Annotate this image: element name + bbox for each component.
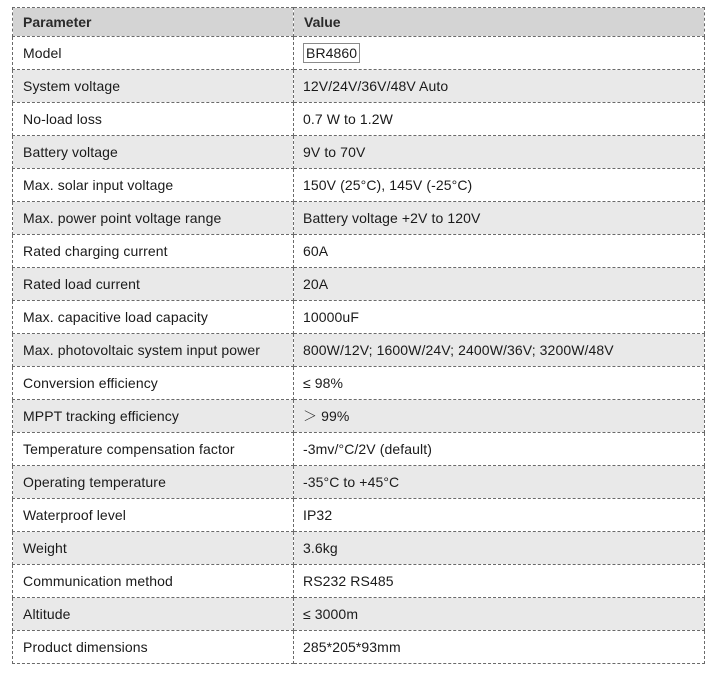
param-label: Max. capacitive load capacity (13, 301, 294, 334)
table-row (13, 334, 705, 367)
table-row (13, 70, 705, 103)
table-row (13, 235, 705, 268)
param-label: Rated load current (13, 268, 294, 301)
param-label: Battery voltage (13, 136, 294, 169)
table-row (13, 532, 705, 565)
param-label: Max. power point voltage range (13, 202, 294, 235)
table-row (13, 268, 705, 301)
param-value: 800W/12V; 1600W/24V; 2400W/36V; 3200W/48V (294, 334, 705, 367)
param-label: Max. solar input voltage (13, 169, 294, 202)
table-row (13, 499, 705, 532)
param-value: ＞ 99% (294, 400, 705, 433)
param-label: Temperature compensation factor (13, 433, 294, 466)
param-label: Rated charging current (13, 235, 294, 268)
param-value: -3mv/°C/2V (default) (294, 433, 705, 466)
table-row (13, 466, 705, 499)
header-parameter: Parameter (13, 8, 294, 37)
table-row (13, 202, 705, 235)
param-value: ≤ 98% (294, 367, 705, 400)
param-label: System voltage (13, 70, 294, 103)
param-value: 0.7 W to 1.2W (294, 103, 705, 136)
header-row (13, 8, 705, 37)
table-row (13, 103, 705, 136)
table-row (13, 433, 705, 466)
param-label: No-load loss (13, 103, 294, 136)
param-label: Operating temperature (13, 466, 294, 499)
param-value: Battery voltage +2V to 120V (294, 202, 705, 235)
param-label: Waterproof level (13, 499, 294, 532)
param-value: 10000uF (294, 301, 705, 334)
table-row (13, 136, 705, 169)
param-value (294, 37, 705, 70)
param-label: Conversion efficiency (13, 367, 294, 400)
table-row (13, 598, 705, 631)
table-row (13, 37, 705, 70)
param-value: 150V (25°C), 145V (-25°C) (294, 169, 705, 202)
model-value-box: BR4860 (303, 43, 360, 63)
param-value: -35°C to +45°C (294, 466, 705, 499)
param-value: 285*205*93mm (294, 631, 705, 664)
param-label: Altitude (13, 598, 294, 631)
param-label: Product dimensions (13, 631, 294, 664)
param-value: IP32 (294, 499, 705, 532)
param-label: Communication method (13, 565, 294, 598)
table-row (13, 631, 705, 664)
param-value: 20A (294, 268, 705, 301)
param-value: 3.6kg (294, 532, 705, 565)
param-value: RS232 RS485 (294, 565, 705, 598)
param-label: MPPT tracking efficiency (13, 400, 294, 433)
table-row (13, 169, 705, 202)
param-label: Model (13, 37, 294, 70)
spec-table (12, 7, 705, 664)
param-value: ≤ 3000m (294, 598, 705, 631)
table-row (13, 565, 705, 598)
table-row (13, 367, 705, 400)
param-label: Weight (13, 532, 294, 565)
param-label: Max. photovoltaic system input power (13, 334, 294, 367)
param-value: 12V/24V/36V/48V Auto (294, 70, 705, 103)
table-row (13, 301, 705, 334)
header-value: Value (294, 8, 705, 37)
table-row (13, 400, 705, 433)
param-value: 60A (294, 235, 705, 268)
param-value: 9V to 70V (294, 136, 705, 169)
